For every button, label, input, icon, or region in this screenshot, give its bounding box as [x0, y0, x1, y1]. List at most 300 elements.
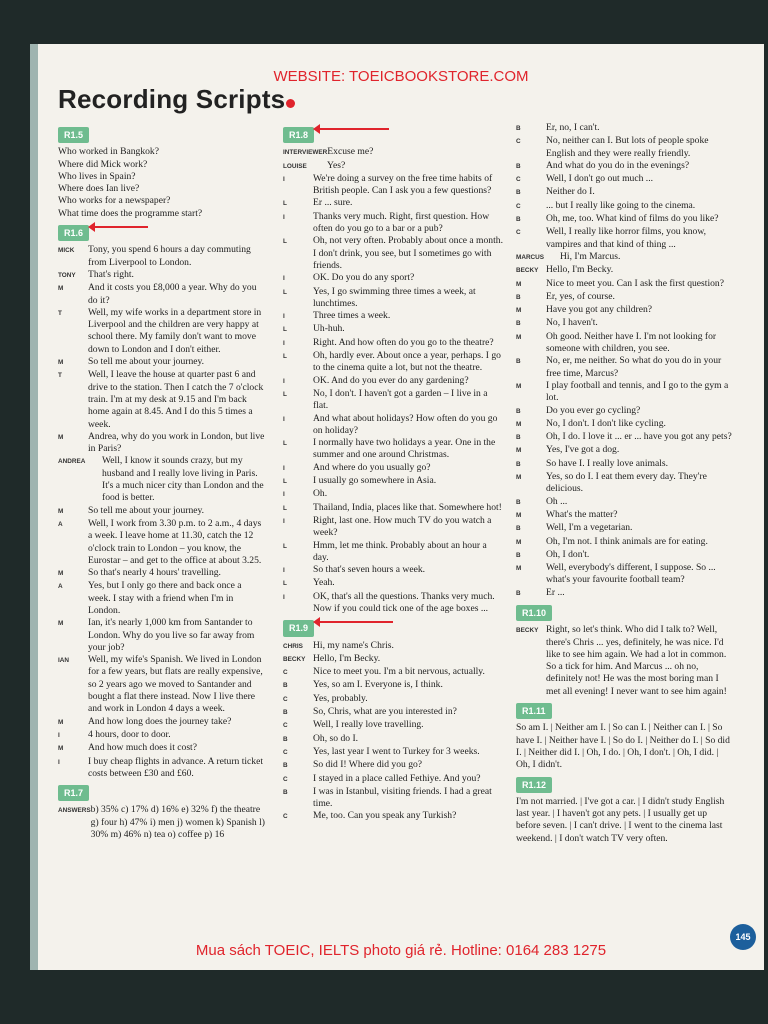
line-text: Hi, I'm Marcus. [560, 250, 621, 262]
dialogue-line [516, 458, 732, 471]
line-text: So that's seven hours a week. [313, 564, 426, 576]
line-text: Hello, I'm Becky. [546, 264, 614, 276]
line-text: Where did Mick work? [58, 158, 148, 170]
dialogue-line [283, 211, 503, 236]
speaker-label: L [283, 504, 287, 512]
dialogue-line [283, 679, 503, 692]
dialogue-line [516, 624, 732, 698]
line-text: And how much does it cost? [88, 742, 197, 754]
speaker-label: B [283, 709, 288, 717]
speaker-label: BECKY [516, 627, 539, 635]
line-text: Oh, I do. I love it ... er ... have you got any pets? [546, 431, 732, 443]
line-text: Ian, it's nearly 1,000 km from Santander to London. Why do you live so far away from your job? [88, 617, 255, 653]
speaker-label: B [283, 735, 288, 743]
line-text: So tell me about your journey. [88, 356, 205, 368]
line-text: Do you ever go cycling? [546, 404, 641, 416]
dialogue-line [58, 307, 266, 356]
dialogue-line [58, 195, 266, 207]
page-title-text: Recording Scripts [58, 84, 286, 114]
speaker-label: M [516, 420, 522, 428]
dialogue-line [516, 418, 732, 431]
line-text: Oh, so do I. [313, 732, 359, 744]
speaker-label: B [516, 407, 521, 415]
speaker-label: MICK [58, 247, 75, 255]
dialogue-line [283, 272, 503, 285]
line-text: Well, everybody's different, I suppose. So ... what's your favourite football team? [546, 562, 716, 586]
speaker-label: I [58, 731, 60, 739]
dialogue-line [58, 431, 266, 456]
line-text: Excuse me? [327, 146, 374, 158]
line-text: What's the matter? [546, 508, 618, 520]
section-badge-r1-10: R1.10 [516, 605, 552, 621]
dialogue-line [516, 496, 732, 509]
line-text: Oh good. Neither have I. I'm not looking for someone with children, you see. [546, 330, 717, 355]
speaker-label: M [58, 718, 64, 726]
r1-9-transcript [283, 640, 503, 824]
dialogue-line [58, 742, 266, 755]
line-text: So have I. I really love animals. [546, 457, 669, 469]
dialogue-line [516, 431, 732, 444]
page-title [58, 84, 295, 115]
line-text: Well, I don't go out much ... [546, 173, 654, 185]
line-text: Oh, I'm not. I think animals are for eating. [546, 535, 708, 547]
dialogue-line [58, 617, 266, 654]
line-text: Yes, so do I. I eat them every day. They're delicious. [546, 471, 707, 495]
dialogue-line [283, 564, 503, 577]
dialogue-line [58, 159, 266, 171]
speaker-label: I [283, 175, 285, 183]
speaker-label: C [283, 748, 288, 756]
dialogue-line [516, 213, 732, 226]
dialogue-line [283, 173, 503, 198]
red-arrow-annotation [319, 621, 393, 623]
dialogue-line [516, 380, 732, 405]
red-arrow-annotation [319, 128, 389, 130]
line-text: 4 hours, door to door. [88, 728, 171, 740]
speaker-label: A [58, 583, 63, 591]
r1-8-header [283, 122, 503, 146]
line-text: Well, my wife's Spanish. We lived in London for a few years, but flats are really expensive, so 2 years ago we moved to Santander and bought a flat there instead. Now I live there and work in London 4 days a week. [88, 654, 263, 715]
dialogue-line [283, 666, 503, 679]
speaker-label: TONY [58, 271, 76, 279]
speaker-label: B [283, 788, 288, 796]
dialogue-line [283, 413, 503, 438]
dialogue-line [516, 264, 732, 277]
speaker-label: I [283, 491, 285, 499]
line-text: Uh-huh. [313, 323, 345, 335]
dialogue-line [283, 286, 503, 311]
dialogue-line [283, 640, 503, 653]
dialogue-line [516, 278, 732, 291]
dialogue-line [516, 536, 732, 549]
section-badge-r1-8: R1.8 [283, 127, 314, 143]
section-badge-r1-12: R1.12 [516, 777, 552, 793]
line-text: Right, so let's think. Who did I talk to? Well, there's Chris ... yes, definitely, he was nice. I'd like to see him again. We had a lot in common. So a tick for him. And Marcus ... oh no, definitely not! He was the most boring man I met all evening! I never want to see him again! [546, 624, 727, 697]
r1-10-transcript [516, 624, 732, 698]
speaker-label: T [58, 372, 62, 380]
line-text: Hello, I'm Becky. [313, 652, 381, 664]
dialogue-line [516, 251, 732, 264]
speaker-label: L [283, 353, 287, 361]
speaker-label: M [58, 620, 64, 628]
dialogue-line [283, 773, 503, 786]
r1-7-answers [58, 804, 266, 841]
line-text: Thailand, India, places like that. Somewhere hot! [313, 501, 502, 513]
dialogue-line [58, 756, 266, 781]
speaker-label: B [516, 216, 521, 224]
line-text: Oh ... [546, 495, 568, 507]
title-red-dot [286, 99, 295, 108]
dialogue-line [283, 733, 503, 746]
line-text: What time does the programme start? [58, 207, 203, 219]
line-text: Oh, me, too. What kind of films do you like? [546, 213, 719, 225]
dialogue-line [58, 518, 266, 567]
speaker-label: I [283, 415, 285, 423]
dialogue-line [283, 388, 503, 413]
r1-12-text: I'm not married. | I've got a car. | I didn't study English last year. | I haven't got any pets. | I usually get up before seven. | I can't drive. | I went to the cinema last weekend. | I don't watch TV very often. [516, 795, 725, 844]
dialogue-line [516, 135, 732, 160]
speaker-label: I [283, 517, 285, 525]
speaker-label: C [283, 813, 288, 821]
speaker-label: M [58, 570, 64, 578]
r1-6-header [58, 220, 266, 244]
dialogue-line [283, 475, 503, 488]
dialogue-line [58, 171, 266, 183]
speaker-label: I [283, 377, 285, 385]
book-page [30, 44, 764, 970]
line-text: So that's nearly 4 hours' travelling. [88, 567, 221, 579]
speaker-label: B [516, 460, 521, 468]
dialogue-line [58, 356, 266, 369]
speaker-label: C [283, 775, 288, 783]
speaker-label: BECKY [516, 267, 539, 275]
line-text: I was in Istanbul, visiting friends. I had a great time. [313, 785, 492, 810]
line-text: And what about holidays? How often do you go on holiday? [313, 412, 498, 436]
line-text: So, Chris, what are you interested in? [313, 706, 457, 718]
speaker-label: B [516, 358, 521, 366]
speaker-label: B [516, 293, 521, 301]
dialogue-line [516, 291, 732, 304]
line-text: Who worked in Bangkok? [58, 146, 159, 158]
speaker-label: C [516, 176, 521, 184]
line-text: OK, that's all the questions. Thanks very much. Now if you could tick one of the age boxes ... [313, 590, 495, 614]
line-text: OK. Do you do any sport? [313, 272, 415, 284]
line-text: Well, my wife works in a department store in Liverpool and the children are very happy at school there. My family don't want to move down to London and I don't either. [88, 306, 262, 355]
speaker-label: C [283, 669, 288, 677]
line-text: And what do you do in the evenings? [546, 159, 690, 171]
section-badge-r1-9: R1.9 [283, 620, 314, 636]
line-text: Hi, my name's Chris. [313, 639, 394, 651]
dialogue-line [516, 317, 732, 330]
line-text: And it costs you £8,000 a year. Why do you do it? [88, 282, 257, 306]
dialogue-line [283, 515, 503, 540]
dialogue-line [283, 759, 503, 772]
dialogue-line [58, 654, 266, 715]
dialogue-line [283, 591, 503, 616]
speaker-label: M [516, 565, 522, 573]
line-text: Three times a week. [313, 310, 391, 322]
dialogue-line [283, 337, 503, 350]
dialogue-line [283, 462, 503, 475]
line-text: Er, no, I can't. [546, 122, 600, 133]
speaker-label: C [283, 722, 288, 730]
speaker-label: M [516, 538, 522, 546]
speaker-label: C [516, 202, 521, 210]
dialogue-line [283, 706, 503, 719]
speaker-label: B [516, 525, 521, 533]
speaker-label: L [283, 580, 287, 588]
dialogue-line [283, 146, 503, 159]
line-text: Who works for a newspaper? [58, 195, 171, 207]
dialogue-line [58, 716, 266, 729]
line-text: Well, I know it sounds crazy, but my husband and I really love living in Paris. It's a much nicer city than London and the food is better. [102, 455, 264, 504]
speaker-label: B [516, 551, 521, 559]
r1-9-header [283, 615, 503, 639]
dialogue-line [283, 693, 503, 706]
r1-5-question-list [58, 146, 266, 220]
dialogue-line [516, 331, 732, 356]
dialogue-line [283, 488, 503, 501]
speaker-label: B [516, 434, 521, 442]
dialogue-line [283, 310, 503, 323]
speaker-label: B [516, 589, 521, 597]
red-arrow-annotation [94, 226, 148, 228]
line-text: Yes, last year I went to Turkey for 3 weeks. [313, 745, 480, 757]
dialogue-line [516, 562, 732, 587]
r1-6-transcript [58, 244, 266, 780]
answers-label: ANSWERS [58, 807, 91, 815]
speaker-label: C [516, 138, 521, 146]
speaker-label: M [516, 511, 522, 519]
speaker-label: CHRIS [283, 642, 303, 650]
speaker-label: M [516, 307, 522, 315]
dialogue-line [283, 719, 503, 732]
dialogue-line [58, 183, 266, 195]
line-text: Er ... sure. [313, 197, 353, 209]
line-text: I usually go somewhere in Asia. [313, 475, 437, 487]
column-3 [516, 122, 732, 845]
line-text: Yes, I go swimming three times a week, at lunchtimes. [313, 285, 476, 309]
dialogue-line [516, 549, 732, 562]
dialogue-line [283, 323, 503, 336]
speaker-label: L [283, 440, 287, 448]
speaker-label: M [516, 447, 522, 455]
line-text: No, I haven't. [546, 317, 598, 329]
line-text: Well, I'm a vegetarian. [546, 522, 633, 534]
speaker-label: L [283, 288, 287, 296]
dialogue-line [516, 226, 732, 251]
speaker-label: M [516, 474, 522, 482]
dialogue-line [283, 810, 503, 823]
speaker-label: T [58, 309, 62, 317]
promo-footer: Mua sách TOEIC, IELTS photo giá rẻ. Hotline: 0164 283 1275 [195, 942, 607, 959]
speaker-label: B [516, 189, 521, 197]
line-text: And where do you usually go? [313, 461, 431, 473]
speaker-label: A [58, 520, 63, 528]
speaker-label: B [283, 682, 288, 690]
speaker-label: I [283, 593, 285, 601]
speaker-label: L [283, 478, 287, 486]
dialogue-line [58, 282, 266, 307]
speaker-label: B [516, 125, 521, 132]
line-text: Er ... [546, 586, 565, 598]
speaker-label: M [58, 507, 64, 515]
line-text: Thanks very much. Right, first question. How often do you go to a bar or a pub? [313, 210, 490, 235]
r1-11-text: So am I. | Neither am I. | So can I. | Neither can I. | So have I. | Neither have I. | So do I. | Neither do I. | So did I. | Neither did I. | Oh, I do. | Oh, I don't. | Oh, I did. | Oh, I didn't. [516, 722, 730, 771]
speaker-label: L [283, 326, 287, 334]
line-text: So did I! Where did you go? [313, 759, 423, 771]
line-text: Neither do I. [546, 186, 595, 198]
line-text: Yes? [327, 159, 346, 171]
dialogue-line [283, 746, 503, 759]
line-text: Oh, hardly ever. About once a year, perhaps. I go to the cinema quite a lot, but not the theatre. [313, 350, 501, 374]
dialogue-line [283, 502, 503, 515]
line-text: That's right. [88, 268, 134, 280]
speaker-label: L [283, 390, 287, 398]
speaker-label: MARCUS [516, 253, 545, 261]
dialogue-line [58, 208, 266, 220]
speaker-label: C [516, 229, 521, 237]
line-text: OK. And do you ever do any gardening? [313, 374, 469, 386]
dialogue-line [58, 369, 266, 430]
section-badge-r1-7: R1.7 [58, 785, 89, 801]
line-text: We're doing a survey on the free time habits of British people. Can I ask you a few questions? [313, 172, 493, 197]
dialogue-line [58, 455, 266, 504]
line-text: Oh, I don't. [546, 548, 590, 560]
section-badge-r1-6: R1.6 [58, 225, 89, 241]
speaker-label: B [516, 498, 521, 506]
speaker-label: M [58, 285, 64, 293]
speaker-label: I [58, 758, 60, 766]
line-text: Well, I work from 3.30 p.m. to 2 a.m., 4 days a week. I leave home at 11.30, catch the 12 o'clock train to London – you know, the Eurostar – and get to the office at about 3.25. [88, 517, 262, 566]
speaker-label: I [283, 339, 285, 347]
column-2 [283, 122, 503, 824]
dialogue-line [516, 200, 732, 213]
line-text: No, I don't. I don't like cycling. [546, 417, 666, 429]
line-text: Hmm, let me think. Probably about an hour a day. [313, 539, 487, 563]
speaker-label: LOUISE [283, 162, 307, 170]
speaker-label: L [283, 542, 287, 550]
line-text: Nice to meet you. Can I ask the first question? [546, 277, 724, 289]
dialogue-line [58, 269, 266, 282]
speaker-label: B [283, 762, 288, 770]
dialogue-line [58, 505, 266, 518]
speaker-label: I [283, 275, 285, 283]
line-text: No, I don't. I haven't got a garden – I live in a flat. [313, 387, 488, 412]
dialogue-line [58, 729, 266, 742]
speaker-label: L [283, 200, 287, 208]
line-text: Yeah. [313, 577, 335, 589]
speaker-label: BECKY [283, 655, 306, 663]
line-text: Nice to meet you. I'm a bit nervous, actually. [313, 666, 485, 678]
speaker-label: M [58, 359, 64, 367]
line-text: Right. And how often do you go to the theatre? [313, 336, 494, 348]
answers-text: b) 35% c) 17% d) 16% e) 32% f) the theatre g) four h) 47% i) men j) women k) Spanish l) 30% m) 46% n) tea o) coffee p) 16 [90, 804, 265, 841]
speaker-label: M [516, 280, 522, 288]
line-text: Right, last one. How much TV do you watch a week? [313, 514, 492, 539]
section-badge-r1-11: R1.11 [516, 703, 552, 719]
dialogue-line [516, 186, 732, 199]
dialogue-line [283, 160, 503, 173]
dialogue-line [516, 522, 732, 535]
line-text: So tell me about your journey. [88, 504, 205, 516]
dialogue-line [516, 471, 732, 496]
speaker-label: M [516, 333, 522, 341]
speaker-label: B [516, 162, 521, 170]
dialogue-line [516, 173, 732, 186]
dialogue-line [516, 160, 732, 173]
line-text: Yes, I've got a dog. [546, 444, 620, 456]
dialogue-line [283, 786, 503, 811]
dialogue-line [283, 437, 503, 462]
speaker-label: I [283, 464, 285, 472]
dialogue-line [283, 577, 503, 590]
website-watermark: WEBSITE: TOEICBOOKSTORE.COM [273, 68, 529, 85]
dialogue-line [58, 580, 266, 617]
line-text: Er, yes, of course. [546, 290, 615, 302]
speaker-label: I [283, 313, 285, 321]
line-text: Oh. [313, 488, 328, 500]
dialogue-line [58, 244, 266, 269]
dialogue-line [58, 146, 266, 158]
dialogue-line [283, 375, 503, 388]
line-text: Have you got any children? [546, 304, 653, 316]
page-number-badge: 145 [730, 924, 756, 950]
column-1 [58, 122, 266, 841]
speaker-label: ANDREA [58, 458, 86, 466]
speaker-label: B [516, 320, 521, 328]
r1-8-transcript [283, 146, 503, 615]
line-text: And how long does the journey take? [88, 715, 232, 727]
dialogue-line [283, 235, 503, 272]
dialogue-line [516, 444, 732, 457]
speaker-label: M [58, 745, 64, 753]
dialogue-line [283, 540, 503, 565]
dialogue-line [283, 350, 503, 375]
dialogue-line [516, 405, 732, 418]
dialogue-line [283, 653, 503, 666]
dialogue-line [516, 587, 732, 600]
line-text: Well, I leave the house at quarter past 6 and drive to the station. Then I catch the 7 o'clock train. I'm at my desk at 9.15 and I'm back home again at 8.45. And I do this 5 times a week. [88, 369, 264, 430]
dialogue-line [58, 567, 266, 580]
speaker-label: M [58, 433, 64, 441]
line-text: Yes, probably. [313, 692, 368, 704]
line-text: Where does Ian live? [58, 183, 140, 195]
speaker-label: INTERVIEWER [283, 149, 328, 157]
line-text: Well, I really love travelling. [313, 719, 424, 731]
line-text: Yes, but I only go there and back once a week. I stay with a friend when I'm in London. [88, 580, 242, 616]
dialogue-line [516, 304, 732, 317]
dialogue-line [283, 197, 503, 210]
speaker-label: L [283, 238, 287, 246]
line-text: Oh, not very often. Probably about once a month. I don't drink, you see, but I sometimes go with friends. [313, 235, 503, 271]
speaker-label: C [283, 695, 288, 703]
line-text: Well, I really like horror films, you know, vampires and that kind of thing ... [546, 226, 707, 250]
line-text: Tony, you spend 6 hours a day commuting from Liverpool to London. [88, 244, 251, 268]
dialogue-line [516, 122, 732, 135]
line-text: I stayed in a place called Fethiye. And you? [313, 772, 481, 784]
speaker-label: I [283, 567, 285, 575]
line-text: Yes, so am I. Everyone is, I think. [313, 679, 443, 691]
line-text: No, neither can I. But lots of people spoke English and they were really friendly. [546, 135, 709, 159]
section-badge-r1-5: R1.5 [58, 127, 89, 143]
line-text: ... but I really like going to the cinema. [546, 199, 696, 211]
line-text: Me, too. Can you speak any Turkish? [313, 810, 457, 822]
line-text: No, er, me neither. So what do you do in your free time, Marcus? [546, 355, 722, 379]
speaker-label: IAN [58, 657, 70, 665]
r1-9-transcript-continued [516, 122, 732, 600]
line-text: I normally have two holidays a year. One in the summer and one around Christmas. [313, 437, 496, 461]
